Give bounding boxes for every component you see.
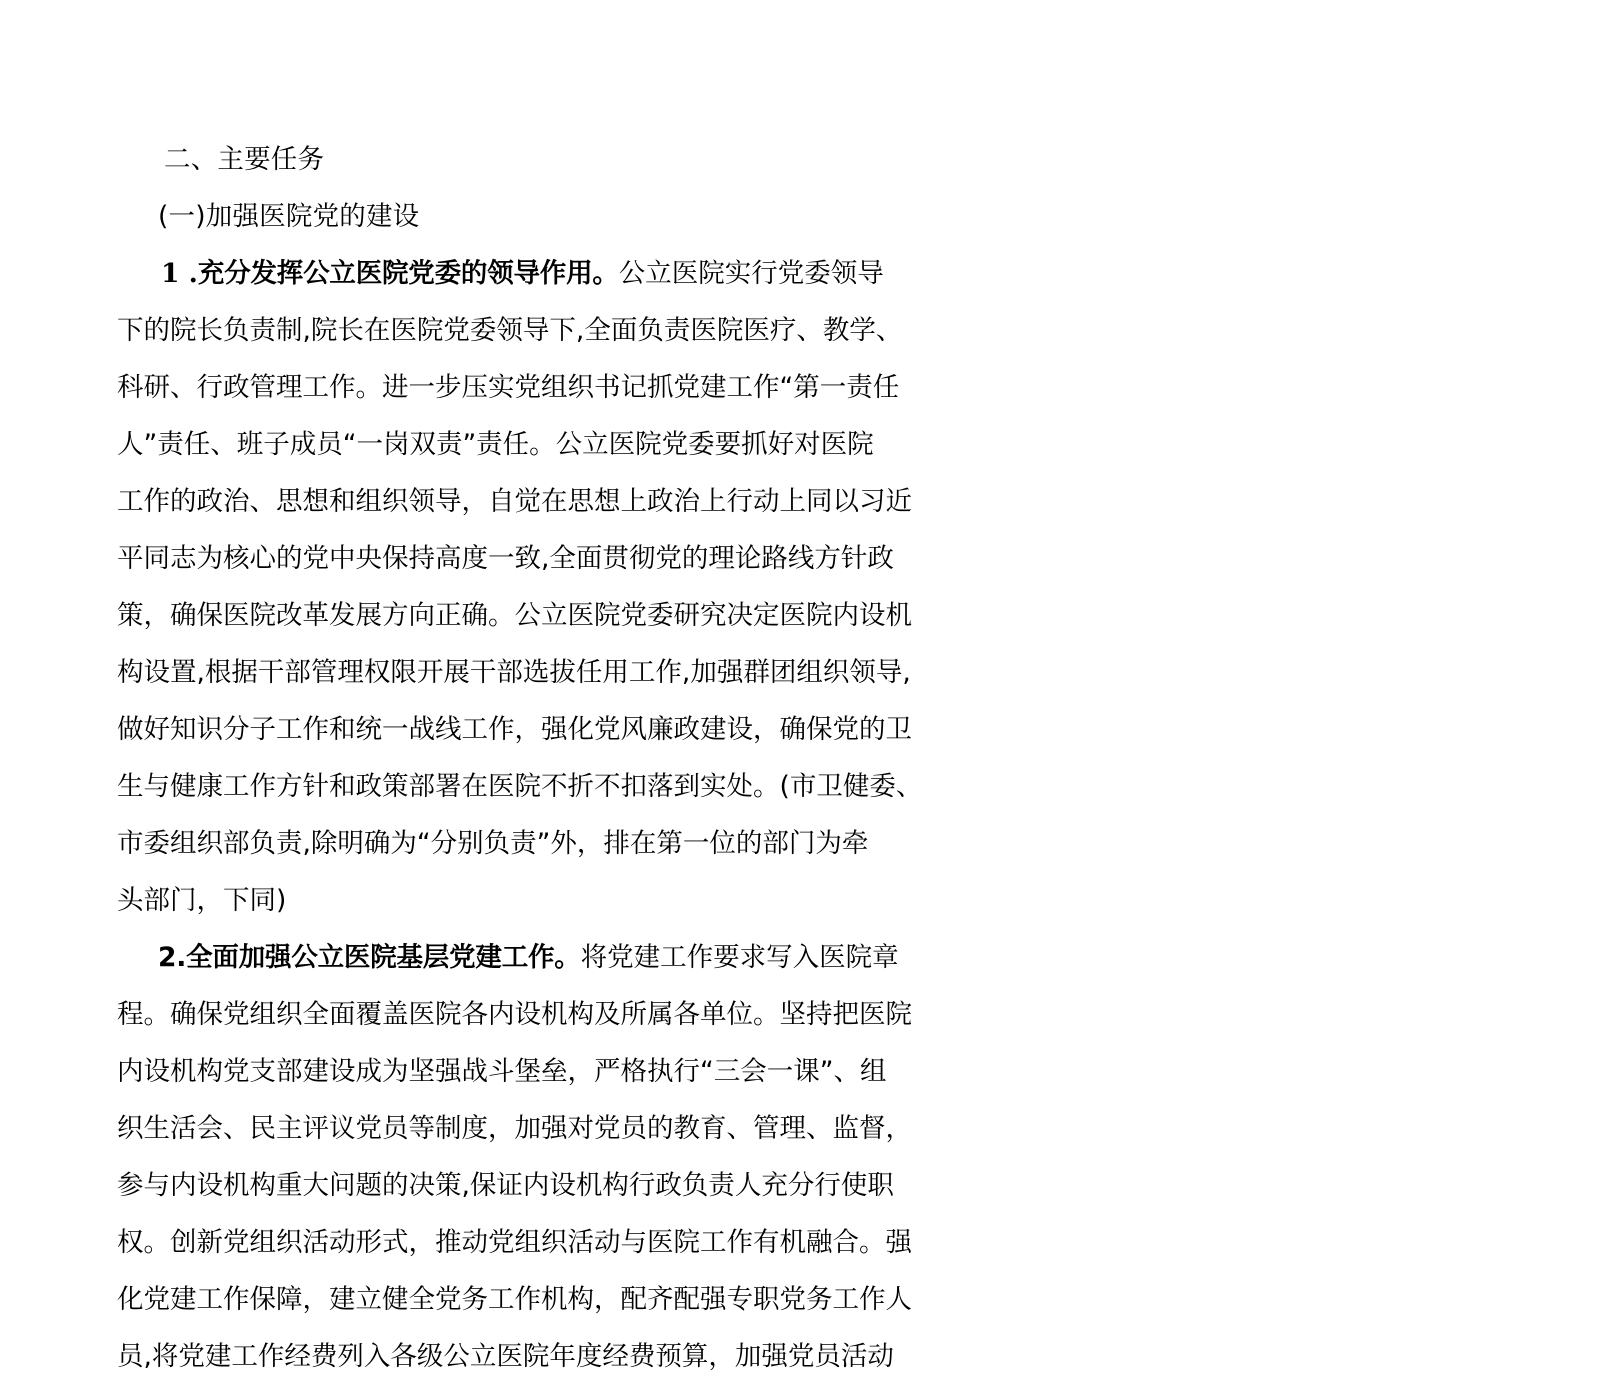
paragraph-line: 工作的政治、思想和组织领导，自觉在思想上政治上行动上同以习近	[117, 486, 912, 517]
paragraph-line: 市委组织部负责,除明确为“分别负责”外，排在第一位的部门为牵	[117, 828, 869, 859]
paragraph-line: 头部门，下同)	[117, 885, 287, 916]
numbered-item-2	[117, 929, 912, 1385]
paragraph-line	[117, 245, 884, 302]
item-number: 1 .	[161, 258, 198, 289]
item-bold-title: 充分发挥公立医院党委的领导作用。	[197, 258, 619, 289]
numbered-item-1	[117, 245, 923, 929]
paragraph-line: 构设置,根据干部管理权限开展干部选拔任用工作,加强群团组织领导,	[117, 657, 911, 688]
paragraph-line: 员,将党建工作经费列入各级公立医院年度经费预算，加强党员活动	[117, 1341, 894, 1372]
subsection-heading: (一)加强医院党的建设	[158, 201, 420, 232]
paragraph-line: 权。创新党组织活动形式，推动党组织活动与医院工作有机融合。强	[117, 1227, 912, 1258]
paragraph-line: 平同志为核心的党中央保持高度一致,全面贯彻党的理论路线方针政	[117, 543, 894, 574]
paragraph-line: 做好知识分子工作和统一战线工作，强化党风廉政建设，确保党的卫	[117, 714, 912, 745]
item-bold-title: 全面加强公立医院基层党建工作。	[186, 942, 581, 973]
paragraph-line: 策，确保医院改革发展方向正确。公立医院党委研究决定医院内设机	[117, 600, 912, 631]
paragraph-line: 科研、行政管理工作。进一步压实党组织书记抓党建工作“第一责任	[117, 372, 900, 403]
paragraph-line-text: 将党建工作要求写入医院章	[580, 942, 899, 973]
section-heading: 二、主要任务	[164, 144, 325, 175]
paragraph-line: 织生活会、民主评议党员等制度，加强对党员的教育、管理、监督，	[117, 1113, 912, 1144]
document-body	[117, 131, 923, 1385]
paragraph-line: 内设机构党支部建设成为坚强战斗堡垒，严格执行“三会一课”、组	[117, 1056, 887, 1087]
item-number: 2.	[158, 942, 187, 973]
paragraph-line: 参与内设机构重大问题的决策,保证内设机构行政负责人充分行使职	[117, 1170, 894, 1201]
paragraph-line: 程。确保党组织全面覆盖医院各内设机构及所属各单位。坚持把医院	[117, 999, 912, 1030]
paragraph-line: 生与健康工作方针和政策部署在医院不折不扣落到实处。(市卫健委、	[117, 771, 923, 802]
paragraph-line: 化党建工作保障，建立健全党务工作机构，配齐配强专职党务工作人	[117, 1284, 912, 1315]
paragraph-line-text: 公立医院实行党委领导	[618, 258, 884, 289]
paragraph-line: 下的院长负责制,院长在医院党委领导下,全面负责医院医疗、教学、	[117, 315, 903, 346]
paragraph-line: 人”责任、班子成员“一岗双责”责任。公立医院党委要抓好对医院	[117, 429, 874, 460]
paragraph-line	[117, 929, 899, 986]
